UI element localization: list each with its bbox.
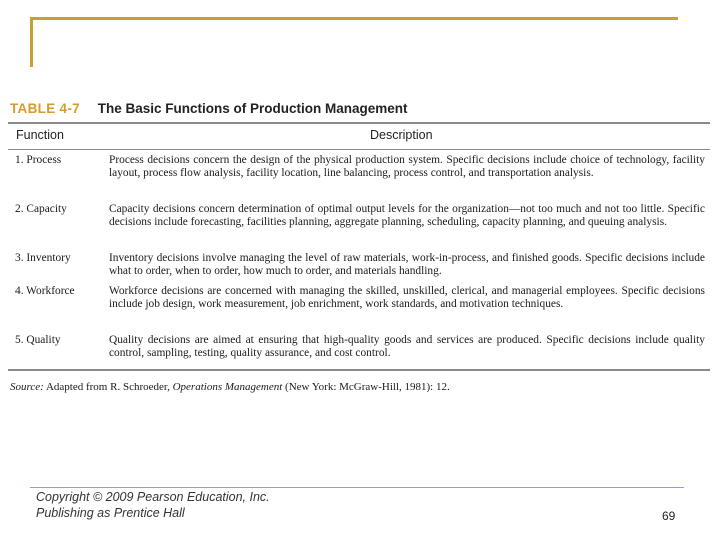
description-cell: Inventory decisions involve managing the level of raw materials, work-in-process, and finished goods. Specific decisions include what to order, when to order, how much to order, and materials handling. bbox=[109, 252, 705, 277]
description-cell: Process decisions concern the design of the physical production system. Specific decisions include choice of technology, facility layout, process flow analysis, facility location, line balancing, process control, and transportation analysis. bbox=[109, 154, 705, 179]
table-title bbox=[10, 101, 710, 121]
copyright-line-2: Publishing as Prentice Hall bbox=[36, 506, 185, 520]
table-bottom-rule bbox=[8, 369, 710, 371]
table-label: TABLE 4-7 bbox=[10, 101, 80, 116]
copyright-notice bbox=[36, 489, 270, 521]
header-function: Function bbox=[16, 128, 64, 142]
source-text: Adapted from R. Schroeder, bbox=[45, 381, 170, 393]
table-name: The Basic Functions of Production Management bbox=[97, 101, 408, 116]
slide-frame-left-border bbox=[30, 17, 33, 67]
page-number: 69 bbox=[662, 509, 676, 523]
footer-divider bbox=[30, 487, 684, 488]
table-header-rule bbox=[8, 149, 710, 150]
function-cell: 3. Inventory bbox=[15, 252, 71, 264]
table-top-rule bbox=[8, 122, 710, 124]
table-source-note bbox=[10, 381, 710, 393]
description-cell: Capacity decisions concern determination of optimal output levels for the organization—not too much and not too little. Specific decisions include forecasting, facilities planning, aggregate planning, scheduling, capacity planning, and queuing analysis. bbox=[109, 203, 705, 228]
slide-frame-top-border bbox=[30, 17, 678, 20]
header-description: Description bbox=[370, 128, 433, 142]
source-prefix: Source: bbox=[10, 381, 44, 393]
copyright-line-1: Copyright © 2009 Pearson Education, Inc. bbox=[36, 490, 270, 504]
description-cell: Workforce decisions are concerned with managing the skilled, unskilled, clerical, and managerial employees. Specific decisions include job design, work measurement, job enrichment, work standards, and motivation techniques. bbox=[109, 285, 705, 310]
table-header-row bbox=[8, 128, 710, 146]
source-book-title: Operations Management bbox=[172, 381, 283, 393]
function-cell: 4. Workforce bbox=[15, 285, 75, 297]
description-cell: Quality decisions are aimed at ensuring that high-quality goods and services are produced. Specific decisions include quality control, sampling, testing, quality assurance, and cost control. bbox=[109, 334, 705, 359]
source-details: (New York: McGraw-Hill, 1981): 12. bbox=[285, 381, 450, 393]
function-cell: 2. Capacity bbox=[15, 203, 67, 215]
function-cell: 5. Quality bbox=[15, 334, 61, 346]
function-cell: 1. Process bbox=[15, 154, 62, 166]
